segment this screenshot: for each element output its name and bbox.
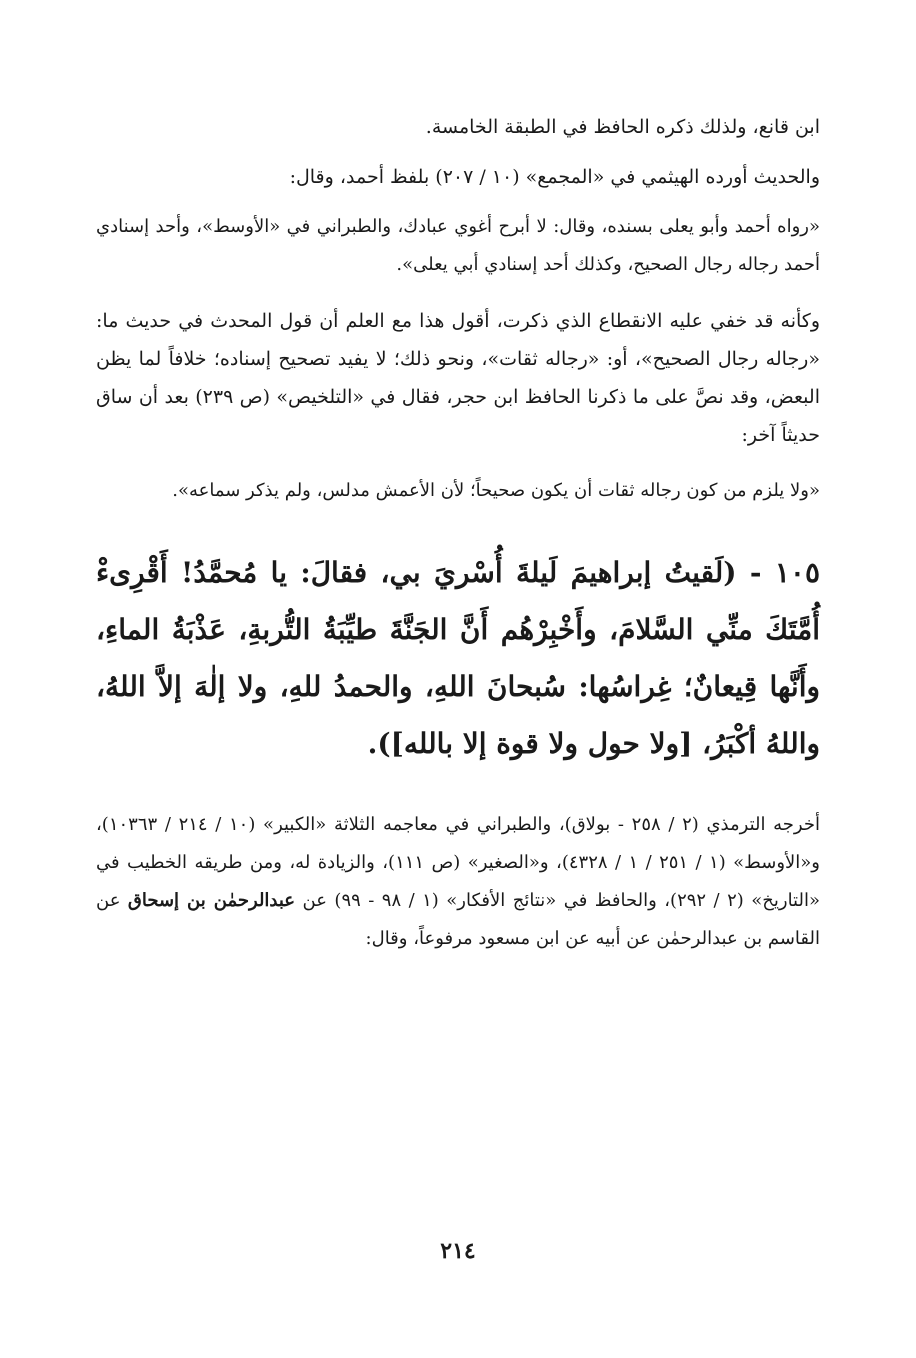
page-number: ٢١٤ xyxy=(440,1238,476,1264)
takhrij-text-1: أخرجه الترمذي (٢ / ٢٥٨ - بولاق)، والطبراني في معاجمه الثلاثة «الكبير» (١٠ / ٢١٤ / ١٠٣٦٣)، و«الأوسط» (١ / ٢٥١ / ١ / ٤٣٢٨)، و«الصغير» (ص ١١١)، والزيادة له، ومن طريقه الخطيب في «التاريخ» (٢ / ٢٩٢)، والحافظ في «نتائج الأفكار» (١ / ٩٨ - ٩٩) عن xyxy=(96,814,821,911)
paragraph-intro: ابن قانع، ولذلك ذكره الحافظ في الطبقة الخامسة. xyxy=(425,116,820,138)
hadith-105: ١٠٥ - (لَقيتُ إبراهيمَ لَيلةَ أُسْريَ بي، فقالَ: يا مُحمَّدُ! أَقْرِىءْ أُمَّتَكَ منِّي السَّلامَ، وأَخْبِرْهُم أَنَّ الجَنَّةَ طيِّبَةُ التُّربةِ، عَذْبَةُ الماءِ، وأَنَّها قِيعانٌ؛ غِراسُها: سُبحانَ اللهِ، والحمدُ للهِ، ولا إلٰهَ إلاَّ اللهُ، واللهُ أكْبَرُ، [ولا حول ولا قوة إلا بالله]). xyxy=(96,556,820,760)
paragraph-takhrij xyxy=(96,806,820,958)
quote-talkhis: «ولا يلزم من كون رجاله ثقات أن يكون صحيحاً؛ لأن الأعمش مدلس، ولم يذكر سماعه». xyxy=(172,480,820,501)
page-body xyxy=(96,108,820,958)
paragraph-haythami: والحديث أورده الهيثمي في «المجمع» (١٠ / ٢٠٧) بلفظ أحمد، وقال: xyxy=(289,166,820,188)
paragraph-commentary: وكأنه قد خفي عليه الانقطاع الذي ذكرت، أقول هذا مع العلم أن قول المحدث في حديث ما: «رجاله رجال الصحيح»، أو: «رجاله ثقات»، ونحو ذلك؛ لا يفيد تصحيح إسناده؛ خلافاً لما يظن البعض، وقد نصَّ على ما ذكرنا الحافظ ابن حجر، فقال في «التلخيص» (ص ٢٣٩) بعد أن ساق حديثاً آخر: xyxy=(96,310,820,446)
quote-majma: «رواه أحمد وأبو يعلى بسنده، وقال: لا أبرح أغوي عبادك، والطبراني في «الأوسط»، وأحد إسنادي أحمد رجاله رجال الصحيح، وكذلك أحد إسنادي أبي يعلى». xyxy=(96,216,820,275)
takhrij-narrator: عبدالرحمٰن بن إسحاق xyxy=(127,890,296,911)
takhrij-text-2: عن القاسم بن عبدالرحمٰن عن أبيه عن ابن مسعود مرفوعاً، وقال: xyxy=(96,890,820,949)
